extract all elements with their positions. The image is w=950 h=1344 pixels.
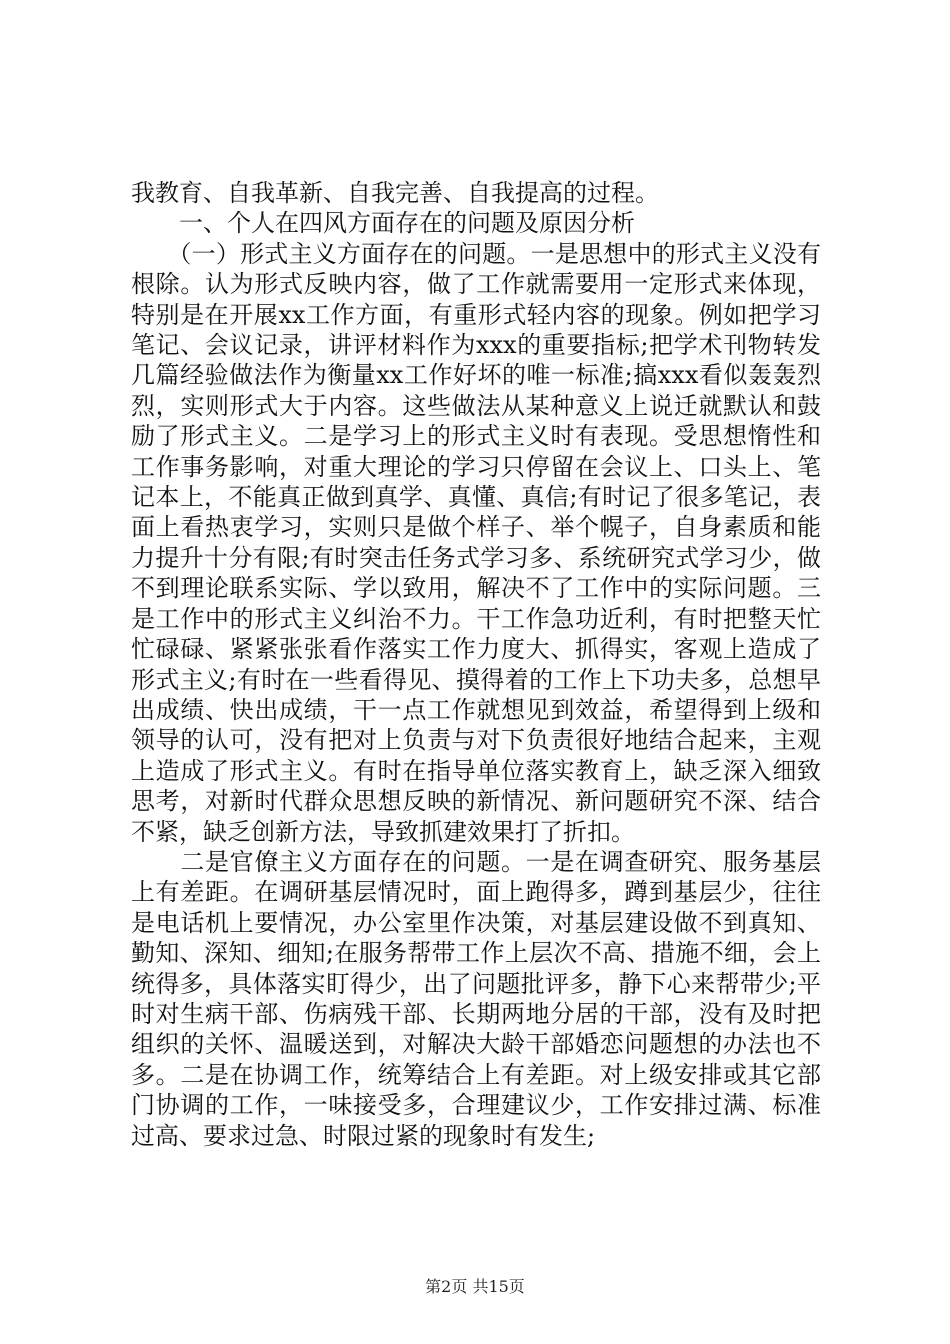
paragraph-formalism: （一）形式主义方面存在的问题。一是思想中的形式主义没有根除。认为形式反映内容，做了工作就需要用一定形式来体现，特别是在开展xx工作方面，有重形式轻内容的现象。例如把学习笔记、会议记录，讲评材料作为xxx的重要指标;把学术刊物转发几篇经验做法作为衡量xx工作好坏的唯一标准;搞xxx看似轰轰烈烈，实则形式大于内容。这些做法从某种意义上说迁就默认和鼓励了形式主义。二是学习上的形式主义时有表现。受思想惰性和工作事务影响，对重大理论的学习只停留在会议上、口头上、笔记本上，不能真正做到真学、真懂、真信;有时记了很多笔记，表面上看热衷学习，实则只是做个样子、举个幌子，自身素质和能力提升十分有限;有时突击任务式学习多、系统研究式学习少，做不到理论联系实际、学以致用，解决不了工作中的实际问题。三是工作中的形式主义纠治不力。干工作急功近利，有时把整天忙忙碌碌、紧紧张张看作落实工作力度大、抓得实，客观上造成了形式主义;有时在一些看得见、摸得着的工作上下功夫多，总想早出成绩、快出成绩，干一点工作就想见到效益，希望得到上级和领导的认可，没有把对上负责与对下负责很好地结合起来，主观上造成了形式主义。有时在指导单位落实教育上，缺乏深入细致思考，对新时代群众思想反映的新情况、新问题研究不深、结合不紧，缺乏创新方法，导致抓建效果打了折扣。 (131, 239, 821, 846)
paragraph-bureaucratism: 二是官僚主义方面存在的问题。一是在调查研究、服务基层上有差距。在调研基层情况时，面上跑得多，蹲到基层少，往往是电话机上要情况，办公室里作决策，对基层建设做不到真知、勤知、深知、细知;在服务帮带工作上层次不高、措施不细，会上统得多，具体落实盯得少，出了问题批评多，静下心来帮带少;平时对生病干部、伤病残干部、长期两地分居的干部，没有及时把组织的关怀、温暖送到，对解决大龄干部婚恋问题想的办法也不多。二是在协调工作，统筹结合上有差距。对上级安排或其它部门协调的工作，一味接受多，合理建议少，工作安排过满、标准过高、要求过急、时限过紧的现象时有发生; (131, 847, 821, 1150)
paragraph-continuation: 我教育、自我革新、自我完善、自我提高的过程。 (131, 179, 659, 207)
page-footer: 第2页 共15页 (425, 1277, 525, 1296)
section-heading: 一、个人在四风方面存在的问题及原因分析 (131, 209, 635, 238)
document-body (131, 178, 821, 1151)
